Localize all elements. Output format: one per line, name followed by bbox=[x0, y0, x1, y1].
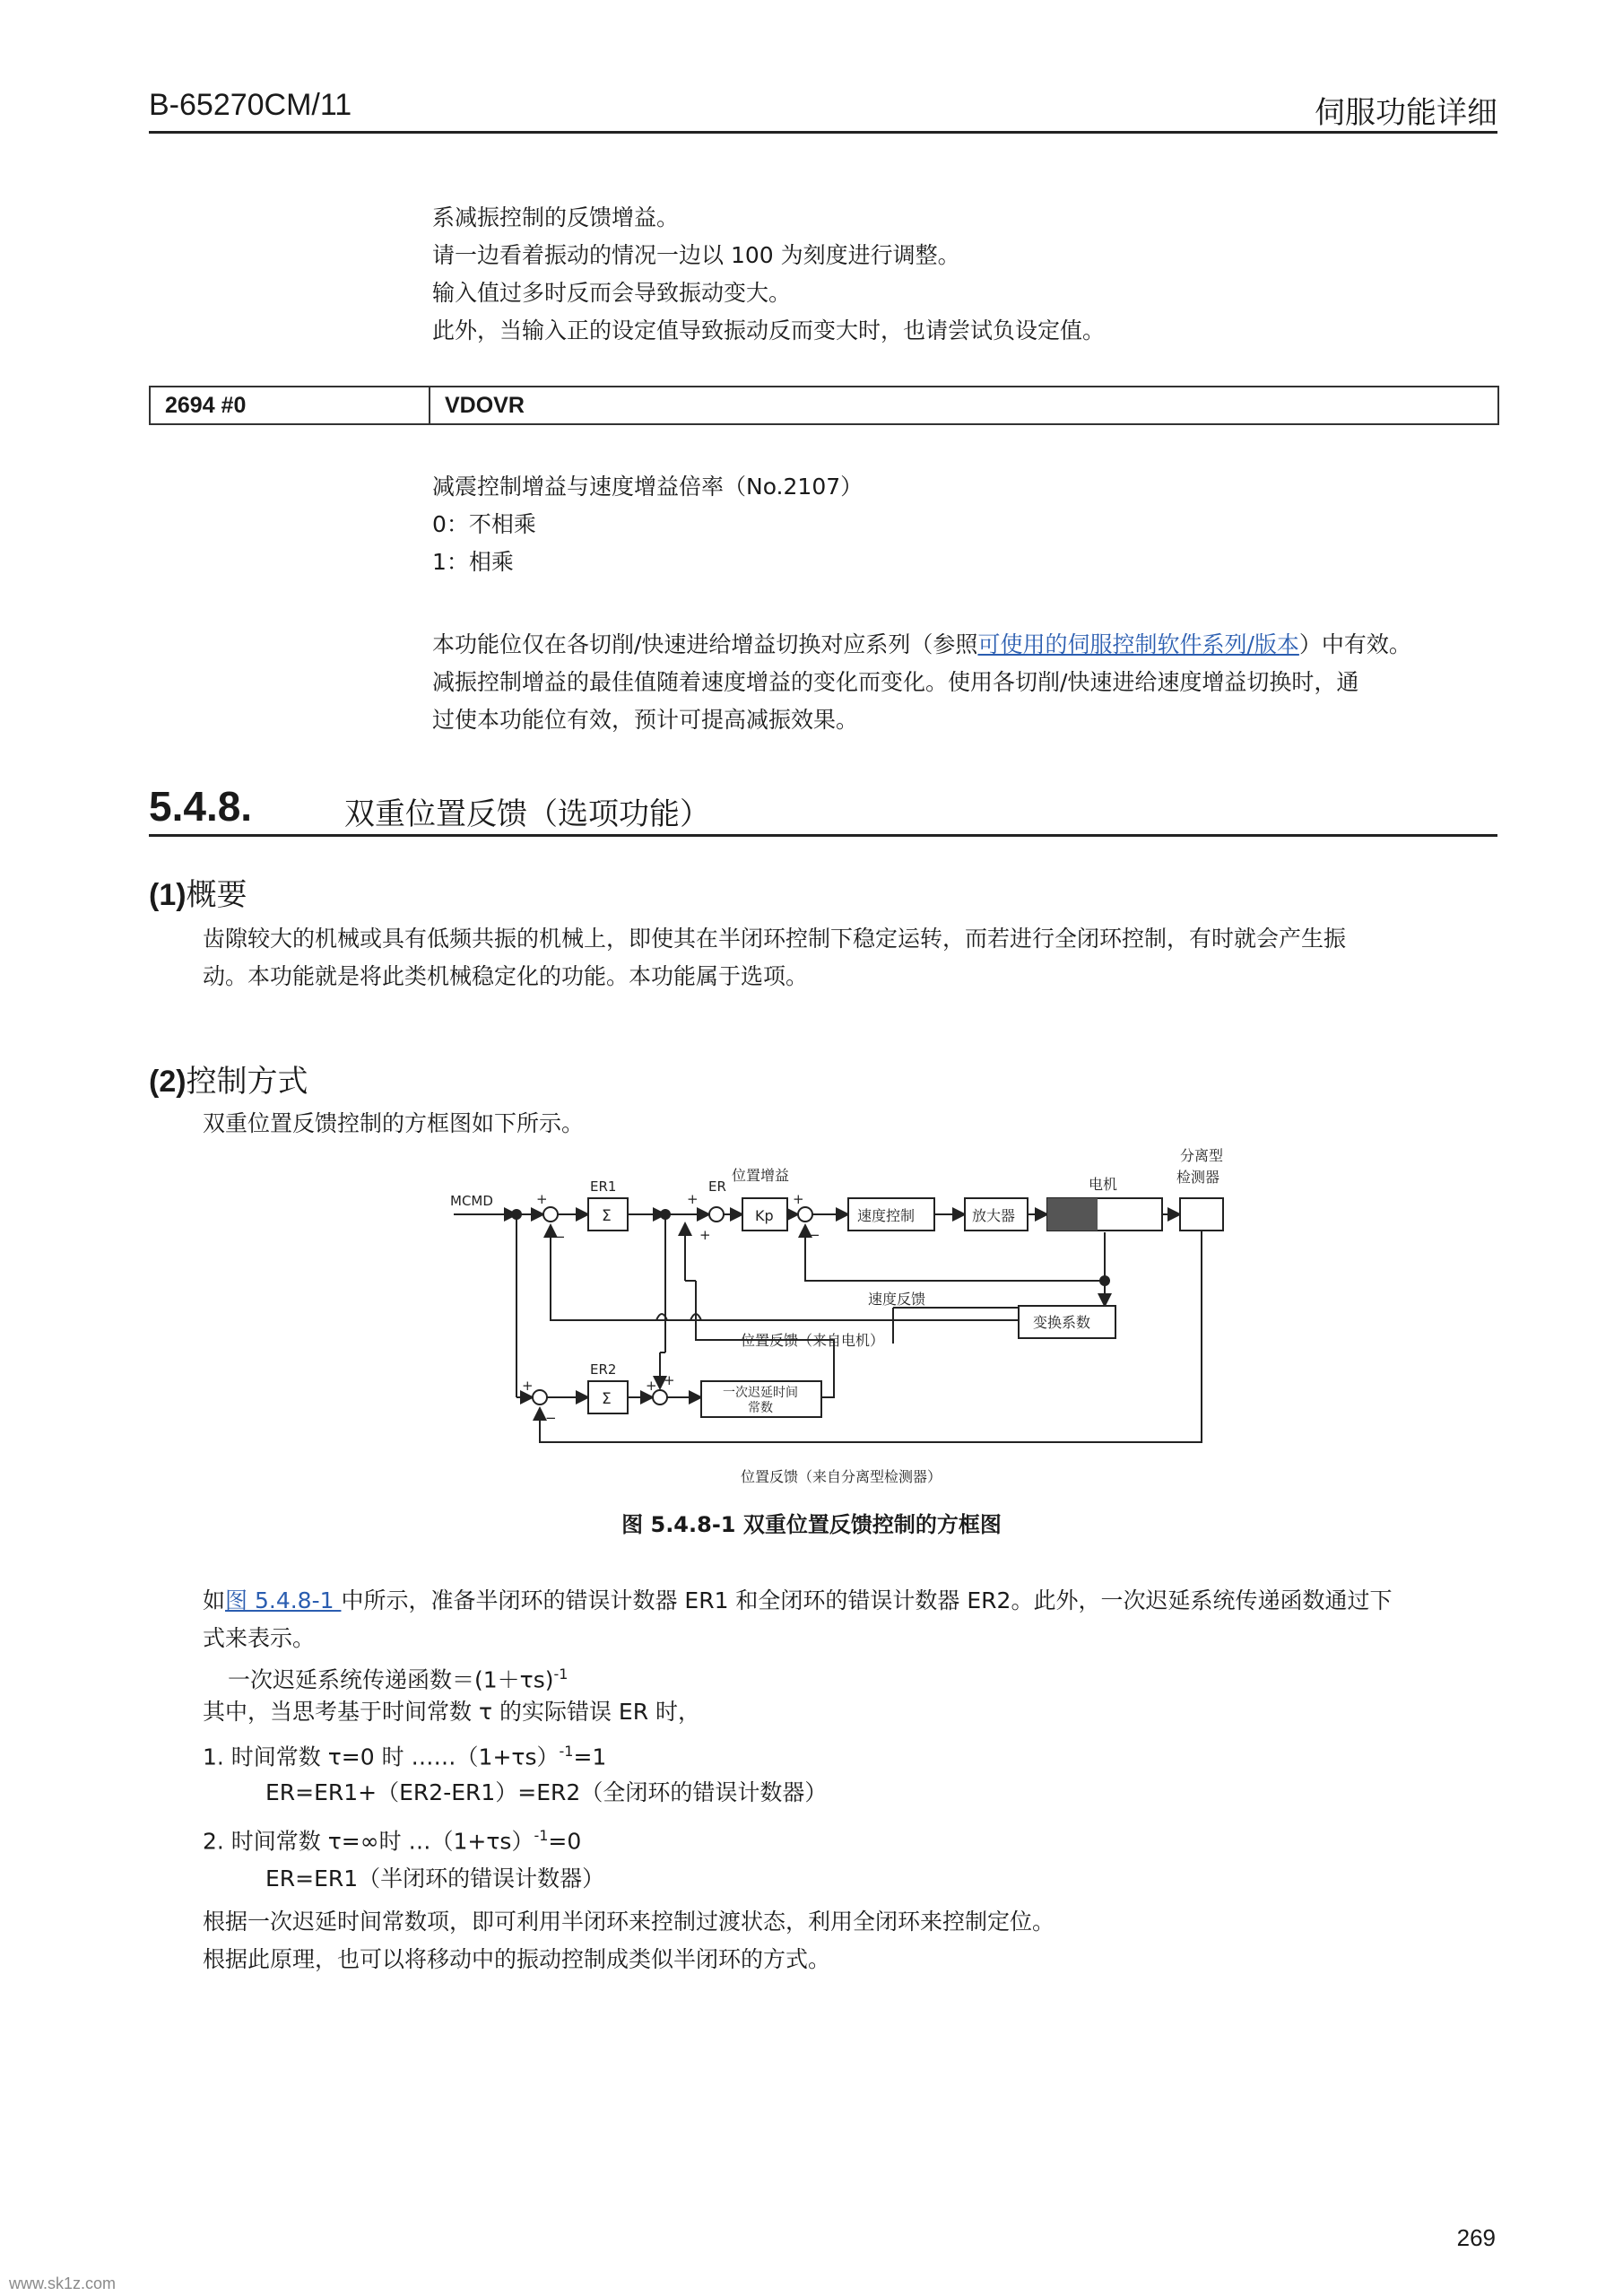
param-number: 2694 #0 bbox=[151, 387, 430, 423]
plus-sign: + bbox=[646, 1378, 657, 1394]
intro-line: 输入值过多时反而会导致振动变大。 bbox=[432, 280, 792, 306]
er2-label: ER2 bbox=[590, 1361, 617, 1378]
control-heading bbox=[149, 1057, 308, 1100]
intro-line: 此外，当输入正的设定值导致振动反而变大时，也请尝试负设定值。 bbox=[432, 317, 1106, 344]
case-text: 1. 时间常数 τ=0 时 ……（1+τs） bbox=[203, 1744, 560, 1770]
control-num: (2) bbox=[149, 1065, 187, 1099]
param-desc-line: 减震控制增益与速度增益倍率（No.2107） bbox=[432, 474, 864, 500]
control-intro: 双重位置反馈控制的方框图如下所示。 bbox=[203, 1110, 585, 1136]
minus-sign: − bbox=[554, 1229, 566, 1245]
speed-feedback-label: 速度反馈 bbox=[868, 1291, 926, 1308]
section-number: 5.4.8. bbox=[149, 783, 253, 830]
body-line-where bbox=[203, 1693, 700, 1731]
conclusion-line: 根据此原理，也可以将移动中的振动控制成类似半闭环的方式。 bbox=[203, 1946, 831, 1972]
case-1 bbox=[203, 1733, 606, 1776]
plus-sign: + bbox=[664, 1372, 675, 1388]
er-label: ER bbox=[708, 1178, 726, 1195]
body-text: 中所示，准备半闭环的错误计数器 ER1 和全闭环的错误计数器 ER2。此外，一次迟延系统传递函数通过下 bbox=[341, 1587, 1393, 1613]
plus-sign: + bbox=[699, 1227, 711, 1243]
speed-control-label: 速度控制 bbox=[857, 1207, 916, 1224]
software-series-link[interactable]: 可使用的伺服控制软件系列/版本 bbox=[977, 631, 1299, 657]
junction-dot bbox=[660, 1209, 671, 1220]
chapter-title: 伺服功能详细 bbox=[1315, 95, 1497, 131]
sigma-label: Σ bbox=[602, 1207, 612, 1225]
param-desc-line: 0：不相乘 bbox=[432, 511, 536, 537]
separate-detector-label-1: 分离型 bbox=[1180, 1147, 1224, 1164]
formula-text: 一次迟延系统传递函数＝(1＋τs) bbox=[228, 1666, 554, 1693]
conversion-label: 变换系数 bbox=[1033, 1314, 1091, 1331]
mcmd-label: MCMD bbox=[450, 1193, 493, 1209]
delay-label-1: 一次迟延时间 bbox=[723, 1386, 798, 1400]
watermark: www.sk1z.com bbox=[9, 2274, 117, 2292]
figure-caption: 图 5.4.8-1 双重位置反馈控制的方框图 bbox=[621, 1512, 1002, 1537]
delay-label-2: 常数 bbox=[748, 1401, 773, 1415]
er1-label: ER1 bbox=[590, 1178, 617, 1195]
block-diagram bbox=[445, 1137, 1252, 1496]
sum-circle-speed bbox=[798, 1207, 812, 1222]
separate-detector-label-2: 检测器 bbox=[1176, 1169, 1220, 1186]
section-rule bbox=[149, 834, 1497, 837]
body-line: 其中，当思考基于时间常数 τ 的实际错误 ER 时， bbox=[203, 1699, 701, 1725]
plus-sign: + bbox=[536, 1191, 548, 1207]
overview-num: (1) bbox=[149, 878, 187, 912]
control-title: 控制方式 bbox=[186, 1064, 308, 1100]
overview-line: 动。本功能就是将此类机械稳定化的功能。本功能属于选项。 bbox=[203, 963, 809, 989]
page-number: 269 bbox=[1456, 2224, 1496, 2251]
case-exp: -1 bbox=[559, 1743, 574, 1760]
junction-dot bbox=[1099, 1275, 1110, 1286]
sigma2-label: Σ bbox=[602, 1390, 612, 1408]
minus-sign: − bbox=[809, 1227, 820, 1243]
body-line: 式来表示。 bbox=[203, 1625, 316, 1651]
param-desc-line: 1：相乘 bbox=[432, 549, 514, 575]
overview-paragraph bbox=[203, 920, 1346, 996]
separate-detector-block bbox=[1180, 1198, 1223, 1231]
plus-sign: + bbox=[793, 1191, 804, 1207]
param-description bbox=[432, 468, 863, 581]
sum-circle-er bbox=[709, 1207, 724, 1222]
conclusion-paragraph bbox=[203, 1903, 1055, 1979]
case-2-result: ER=ER1（半闭环的错误计数器） bbox=[265, 1866, 605, 1892]
conclusion-line: 根据一次迟延时间常数项，即可利用半闭环来控制过渡状态，利用全闭环来控制定位。 bbox=[203, 1909, 1055, 1935]
header-rule bbox=[149, 131, 1497, 134]
note-line: 过使本功能位有效，预计可提高减振效果。 bbox=[432, 707, 859, 733]
pos-feedback-motor-label: 位置反馈（来自电机） bbox=[741, 1332, 885, 1349]
overview-line: 齿隙较大的机械或具有低频共振的机械上，即使其在半闭环控制下稳定运转，而若进行全闭环控制，有时就会产生振 bbox=[203, 926, 1347, 952]
case-text: =1 bbox=[573, 1744, 607, 1770]
plus-sign: + bbox=[687, 1191, 699, 1207]
motor-shaded bbox=[1047, 1198, 1098, 1231]
position-gain-label: 位置增益 bbox=[732, 1167, 790, 1184]
kp-label: Kp bbox=[755, 1207, 774, 1224]
minus-sign: − bbox=[545, 1410, 557, 1426]
parameter-table bbox=[149, 386, 1499, 425]
intro-line: 请一边看着振动的情况一边以 100 为刻度进行调整。 bbox=[432, 242, 960, 268]
doc-id: B-65270CM/11 bbox=[149, 88, 352, 122]
note-paragraph bbox=[432, 626, 1411, 739]
amplifier-label: 放大器 bbox=[972, 1207, 1016, 1224]
note-text: ）中有效。 bbox=[1298, 631, 1411, 657]
overview-title: 概要 bbox=[186, 877, 247, 913]
junction-dot bbox=[511, 1209, 522, 1220]
body-text: 如 bbox=[203, 1587, 226, 1613]
case-text: =0 bbox=[548, 1828, 582, 1855]
case-1-result: ER=ER1+（ER2-ER1）=ER2（全闭环的错误计数器） bbox=[265, 1779, 828, 1805]
note-text: 本功能位仅在各切削/快速进给增益切换对应系列（参照 bbox=[432, 631, 978, 657]
overview-heading bbox=[149, 870, 247, 914]
pos-feedback-sep-label: 位置反馈（来自分离型检测器） bbox=[741, 1468, 942, 1485]
formula-exp: -1 bbox=[553, 1665, 568, 1683]
param-name: VDOVR bbox=[445, 393, 525, 418]
case-text: 2. 时间常数 τ=∞时 …（1+τs） bbox=[203, 1828, 534, 1855]
sum-circle-er1 bbox=[543, 1207, 558, 1222]
body-paragraph bbox=[203, 1582, 1392, 1657]
motor-label: 电机 bbox=[1089, 1176, 1118, 1193]
intro-line: 系减振控制的反馈增益。 bbox=[432, 204, 680, 230]
sum-circle-er2 bbox=[533, 1390, 547, 1405]
section-title: 双重位置反馈（选项功能） bbox=[344, 796, 710, 832]
note-line: 减振控制增益的最佳值随着速度增益的变化而变化。使用各切削/快速进给速度增益切换时，通 bbox=[432, 669, 1359, 695]
case-2 bbox=[203, 1817, 581, 1860]
intro-paragraph bbox=[432, 199, 1105, 350]
plus-sign: + bbox=[522, 1378, 534, 1394]
figure-link[interactable]: 图 5.4.8-1 bbox=[225, 1587, 342, 1613]
case-exp: -1 bbox=[534, 1827, 549, 1844]
